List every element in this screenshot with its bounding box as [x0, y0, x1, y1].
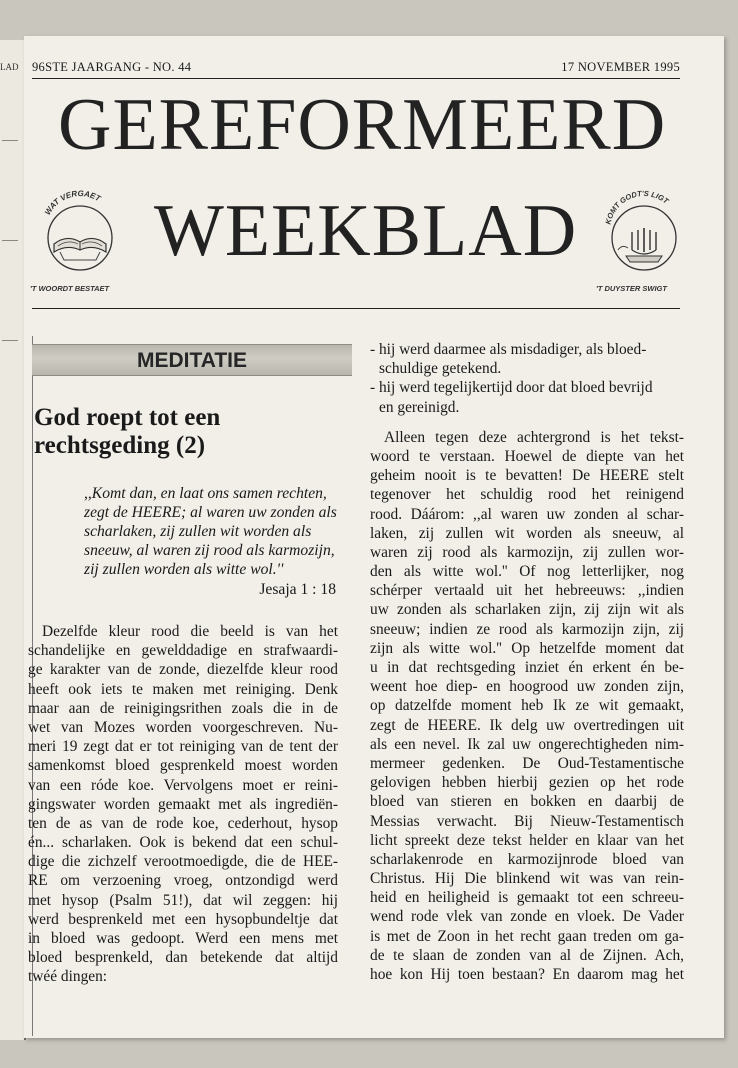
body-line: én... scharlaken. Ook is bekend dat een schul- — [28, 834, 338, 852]
body-line: RE om verzoening vroeg, ontzondigd werd — [28, 872, 338, 890]
body-line: gingswater worden gemaakt met als ingrediën- — [28, 795, 338, 813]
body-line: in bloed was gedoopt. Werd een mens met — [28, 930, 338, 947]
body-line: uw zonden als scharlaken zijn, zij zijn wit als — [370, 601, 684, 619]
scripture-reference: Jesaja 1 : 18 — [259, 581, 336, 598]
body-line: sneeuw; indien ze rood als karmozijn zijn, zij — [370, 620, 684, 638]
quote-line: zegt de HEERE; al waren uw zonden als — [84, 504, 337, 521]
quote-line: ,,Komt dan, en laat ons samen rechten, — [84, 485, 327, 502]
body-line: Alleen tegen deze achtergrond is het tekst- — [384, 428, 684, 446]
previous-page-stub: LAD — [0, 62, 19, 72]
body-line: schandelijke en gewelddadige en strafwaardi- — [28, 642, 338, 660]
bullet-line: en gereinigd. — [379, 398, 460, 416]
svg-text:WAT VERGAET — [43, 189, 103, 217]
quote-line: scharlaken, zij zullen wit worden als — [84, 523, 312, 540]
body-line: heeft ook iets te maken met reiniging. Denk — [28, 680, 338, 698]
body-line: op datzelfde moment heb Ik ze wit gemaakt, — [370, 697, 684, 715]
body-line: van een róde koe. Vervolgens moet er reini- — [28, 776, 338, 794]
body-line: mermeer gedenken. De Oud-Testamentische — [370, 754, 684, 772]
section-banner — [32, 344, 352, 376]
body-line: is met de Zoon in het recht gaan treden om ga- — [370, 927, 684, 945]
article-title-line: rechtsgeding (2) — [34, 432, 206, 459]
body-line: meri 19 zegt dat er tot reiniging van de tent der — [28, 738, 338, 756]
ghost-text-line — [2, 140, 18, 141]
section-label: MEDITATIE — [136, 349, 248, 372]
masthead-title-line2: WEEKBLAD — [154, 190, 578, 272]
header-rule — [32, 78, 680, 79]
ghost-text-line — [2, 240, 18, 241]
body-line: heid en heiligheid is gemaakt tot een schreeu- — [370, 889, 684, 907]
body-line: woord te verstaan. Hoewel de diepte van het — [370, 447, 684, 465]
candlestick-emblem-icon — [598, 184, 690, 276]
article-title-line: God roept tot een — [34, 404, 221, 431]
body-line: laken, zij zullen wit worden als sneeuw, al — [370, 524, 684, 542]
masthead-title-line1: GEREFORMEERD — [58, 84, 667, 166]
body-line: de te slaan de zonden van al de Zijnen. Ach, — [370, 946, 684, 964]
body-line: wet van Mozes worden voorgeschreven. Nu- — [28, 718, 338, 736]
book-emblem-icon — [34, 184, 126, 276]
seal-left-arc-text: WAT VERGAET — [43, 188, 103, 217]
seal-left-caption: 'T WOORDT BESTAET — [30, 284, 110, 293]
issue-date: 17 NOVEMBER 1995 — [561, 60, 680, 74]
body-line: dige die zichzelf verootmoedigde, die de HEE- — [28, 853, 338, 871]
body-line: rood. Dáárom: ,,al waren uw zonden al schar- — [370, 505, 684, 523]
masthead-rule — [32, 308, 680, 309]
body-line: u in dat rechtsgeding inziet én erkent én be- — [370, 659, 684, 676]
body-line: Dezelfde kleur rood die beeld is van het — [42, 623, 338, 640]
bullet-line: schuldige getekend. — [379, 360, 502, 378]
body-line: bloed besprenkeld, dan betekende dat altijd — [28, 949, 338, 967]
body-line: bloed van stieren en bokken en daarbij de — [370, 793, 684, 811]
body-line: ge karakter van de zonde, diezelfde kleur rood — [28, 661, 338, 679]
body-line: geheim nooit is te bevatten! De HEERE stelt — [370, 467, 684, 485]
scripture-quote — [84, 484, 336, 579]
ghost-text-line — [2, 340, 18, 341]
body-line: maar aan de reinigingsrithen zoals die in de — [28, 699, 338, 717]
body-line: tegenover het schuldig rood het reinigend — [370, 486, 684, 504]
article-title — [34, 404, 354, 460]
body-line: Messias verwacht. Bij Nieuw-Testamentisch — [370, 812, 684, 830]
body-line: wend rode vlek van zonde en vloek. De Vader — [370, 908, 684, 926]
body-line: den als witte wol.'' Of nog letterlijker, nog — [370, 563, 684, 581]
body-line: weent hoe diep- en hoogrood uw zonden zijn, — [370, 678, 684, 696]
previous-page-edge — [0, 40, 26, 1040]
article-column-right — [370, 340, 684, 984]
issue-number: 96STE JAARGANG - NO. 44 — [32, 60, 192, 74]
body-line: als een nevel. Ik zal uw ongerechtigheden nim- — [370, 735, 684, 753]
body-line: ten de as van de rode koe, cederhout, hysop — [28, 814, 338, 832]
article-column-left — [28, 622, 338, 987]
body-line: Christus. Hij Die blinkend wit was van rein- — [370, 870, 684, 888]
body-line: waren zij rood als karmozijn, zij zullen wor- — [370, 543, 684, 561]
body-line: werd besprenkeld met een hysopbundeltje dat — [28, 910, 338, 928]
body-line: twéé dingen: — [28, 968, 108, 986]
seal-right-arc-text: KOMT GODT'S LIGT — [603, 188, 671, 226]
newspaper-page — [24, 36, 724, 1038]
body-line: gelovigen hebben hierbij gezien op het rode — [370, 774, 684, 792]
body-line: schérper vertaald uit het hebreeuws: ,,indien — [370, 582, 684, 600]
seal-right-caption: 'T DUYSTER SWIGT — [596, 284, 667, 293]
body-line: hoe kon Hij toen bestaan? En daarom mag het — [370, 966, 684, 983]
bullet-line: - hij werd daarmee als misdadiger, als bloed- — [370, 341, 647, 358]
body-line: zijn als witte wol.'' Op hetzelfde moment dat — [370, 639, 684, 657]
body-line: met hysop (Psalm 51!), dat wil zeggen: hij — [28, 891, 338, 909]
bullet-line: - hij werd tegelijkertijd door dat bloed bevrijd — [370, 379, 653, 397]
quote-line: sneeuw, al waren zij rood als karmozijn, — [84, 542, 335, 559]
body-line: samenkomst bloed gesprenkeld moest worden — [28, 757, 338, 775]
body-line: scharlakenrode en karmozijnrode bloed van — [370, 850, 684, 868]
body-line: licht spreekt deze tekst helder en klaar van het — [370, 831, 684, 849]
quote-line: zij zullen worden als witte wol.'' — [84, 561, 284, 578]
body-line: zegt de HEERE. Ik delg uw overtredingen uit — [370, 716, 684, 734]
